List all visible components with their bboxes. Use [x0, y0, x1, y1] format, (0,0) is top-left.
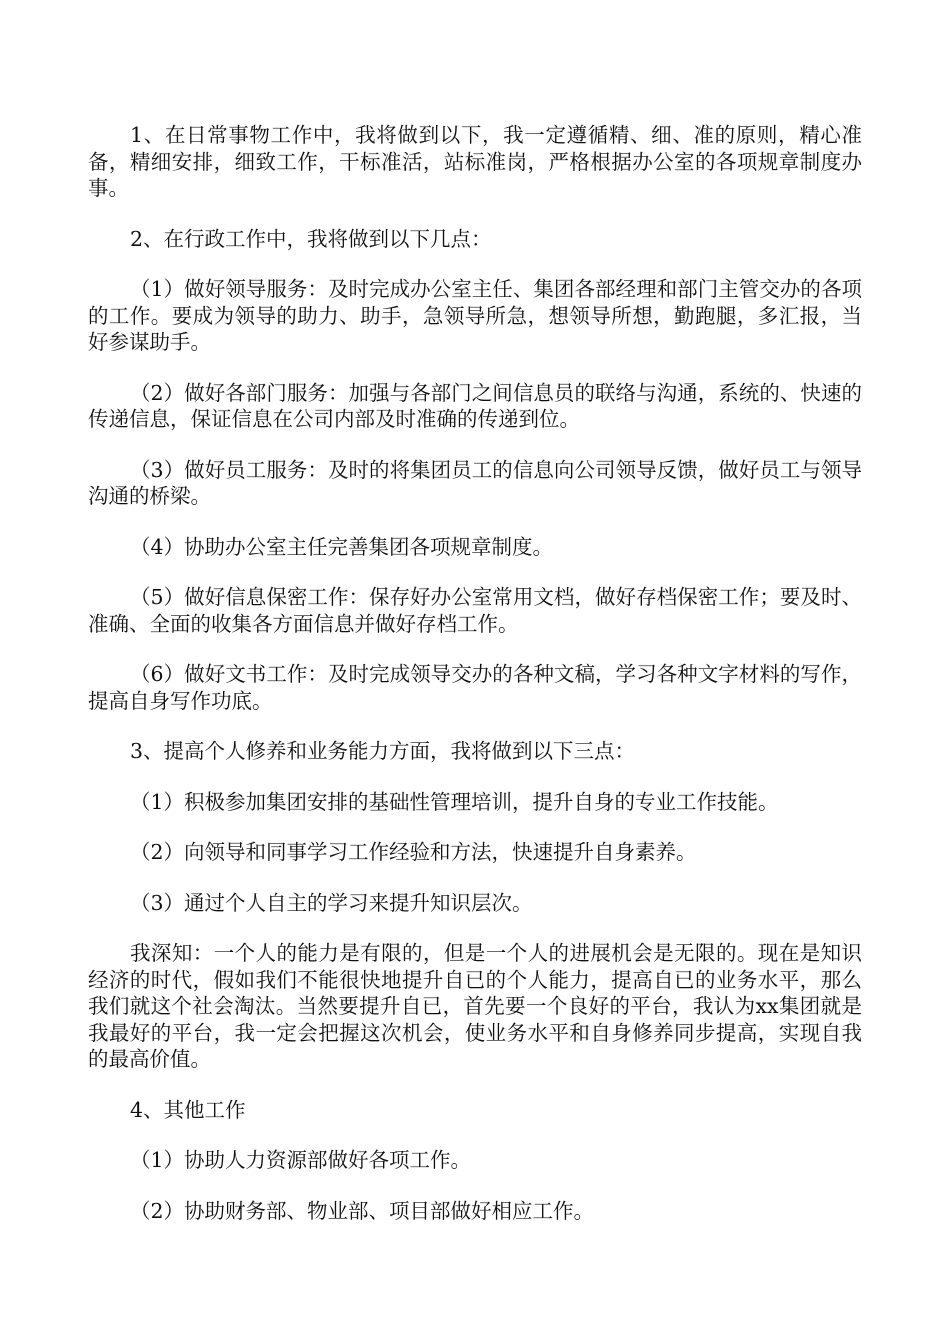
paragraph-daily-work: 1、在日常事物工作中，我将做到以下，我一定遵循精、细、准的原则，精心准备，精细安排，细致工作，干标准活，站标准岗，严格根据办公室的各项规章制度办事。	[88, 123, 862, 200]
paragraph-leader-service: （1）做好领导服务：及时完成办公室主任、集团各部经理和部门主管交办的各项的工作。要成为领导的助力、助手，急领导所急，想领导所想，勤跑腿，多汇报，当好参谋助手。	[88, 277, 862, 354]
document-body	[88, 122, 862, 1248]
paragraph-department-service: （2）做好各部门服务：加强与各部门之间信息员的联络与沟通，系统的、快速的传递信息，保证信息在公司内部及时准确的传递到位。	[88, 380, 862, 431]
paragraph-other-heading: 4、其他工作	[130, 1097, 246, 1122]
paragraph-reflection: 我深知：一个人的能力是有限的，但是一个人的进展机会是无限的。现在是知识经济的时代，假如我们不能很快地提升自已的个人能力，提高自已的业务水平，那么我们就这个社会淘汰。当然要提升自已，首先要一个良好的平台，我认为xx集团就是我最好的平台，我一定会把握这次机会，使业务水平和自身修养同步提高，实现自我的最高价值。	[88, 941, 862, 1071]
paragraph-dept-assist: （2）协助财务部、物业部、项目部做好相应工作。	[130, 1198, 595, 1223]
paragraph-confidentiality: （5）做好信息保密工作：保存好办公室常用文档，做好存档保密工作；要及时、准确、全面的收集各方面信息并做好存档工作。	[88, 585, 862, 636]
paragraph-learn-from-colleagues: （2）向领导和同事学习工作经验和方法，快速提升自身素养。	[130, 840, 697, 864]
paragraph-admin-heading: 2、在行政工作中，我将做到以下几点：	[130, 226, 492, 251]
paragraph-hr-assist: （1）协助人力资源部做好各项工作。	[130, 1148, 472, 1172]
paragraph-self-study: （3）通过个人自主的学习来提升知识层次。	[130, 890, 533, 915]
paragraph-staff-service: （3）做好员工服务：及时的将集团员工的信息向公司领导反馈，做好员工与领导沟通的桥梁。	[88, 457, 862, 508]
paragraph-rules: （4）协助办公室主任完善集团各项规章制度。	[130, 534, 554, 559]
paragraph-documents: （6）做好文书工作：及时完成领导交办的各种文稿，学习各种文字材料的写作，提高自身写作功底。	[88, 662, 862, 713]
paragraph-training: （1）积极参加集团安排的基础性管理培训，提升自身的专业工作技能。	[130, 789, 779, 814]
paragraph-self-improvement-heading: 3、提高个人修养和业务能力方面，我将做到以下三点：	[130, 739, 636, 763]
